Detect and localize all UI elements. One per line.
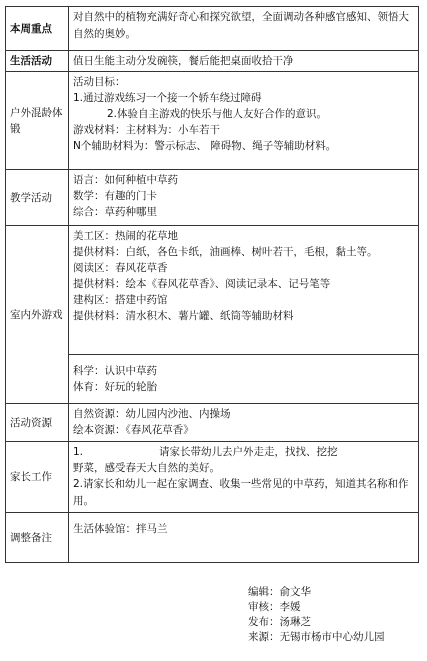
indoor-line: 美工区：热闹的花草地 <box>73 230 178 242</box>
source-credit: 来源：无锡市杨市中心幼儿园 <box>248 631 385 643</box>
reviewer-credit: 审核：李媛 <box>248 601 301 613</box>
row-label-focus: 本周重点 <box>6 7 69 51</box>
teaching-line: 语言：如何种植中草药 <box>73 174 178 186</box>
focus-text: 对自然中的植物充满好奇心和探究欲望，全面调动各种感官感知、领悟大自然的奥妙。 <box>73 11 409 40</box>
outdoor-line: 游戏材料：主材料为：小车若干 <box>73 124 220 136</box>
resources-line: 绘本资源：《春风花草香》 <box>73 424 194 436</box>
life-text: 值日生能主动分发碗筷，餐后能把桌面收拾干净 <box>73 55 294 67</box>
row-label-notes: 调整备注 <box>6 513 69 563</box>
row-resources <box>6 404 419 442</box>
credits <box>248 585 385 645</box>
row-focus <box>6 7 419 51</box>
teaching-line: 综合：草药种哪里 <box>73 206 157 218</box>
indoor-line: 体育：好玩的轮胎 <box>73 381 157 393</box>
parents-item1-cont: 野菜，感受春天大自然的美好。 <box>73 462 220 474</box>
notes-text: 生活体验馆：拌马兰 <box>73 523 168 535</box>
row-indoor <box>6 226 419 404</box>
parents-item2: 2.请家长和幼儿一起在家调查、收集一些常见的中草药，知道其名称和作用。 <box>73 478 409 507</box>
editor-credit: 编辑：俞文华 <box>248 586 311 598</box>
teaching-line: 数学：有趣的门卡 <box>73 190 157 202</box>
row-label-outdoor: 户外混龄体锻 <box>6 72 69 170</box>
indoor-line: 提供材料：绘本《春风花草香》、阅读记录本、记号笔等 <box>73 278 331 290</box>
row-label-resources: 活动资源 <box>6 404 69 442</box>
resources-line: 自然资源：幼儿园内沙池、内操场 <box>73 408 231 420</box>
outdoor-line: 活动目标： <box>73 76 126 88</box>
row-parents <box>6 442 419 513</box>
publisher-credit: 发布：汤琳芝 <box>248 616 311 628</box>
row-teaching <box>6 170 419 226</box>
outdoor-line: 1.通过游戏练习一个接一个轿车绕过障碍 <box>73 92 262 104</box>
outdoor-line: 2.体验自主游戏的快乐与他人友好合作的意识。 <box>107 108 328 120</box>
row-label-life: 生活活动 <box>6 51 69 72</box>
row-label-indoor: 室内外游戏 <box>6 226 69 404</box>
row-label-teaching: 教学活动 <box>6 170 69 226</box>
row-notes <box>6 513 419 563</box>
row-label-parents: 家长工作 <box>6 442 69 513</box>
indoor-line: 提供材料：白纸，各色卡纸，油画棒、树叶若干，毛根，黏土等。 <box>73 246 378 258</box>
outdoor-line: N个辅助材料为：警示标志、 障碍物、绳子等辅助材料。 <box>73 140 337 152</box>
indoor-line: 科学：认识中草药 <box>73 365 157 377</box>
indoor-line: 建构区：搭建中药馆 <box>73 294 168 306</box>
parents-item1-number: 1. <box>73 446 84 458</box>
indoor-line: 提供材料：清水积木、薯片罐、纸筒等辅助材料 <box>73 310 294 322</box>
parents-item1-text: 请家长带幼儿去户外走走，找找、挖挖 <box>159 446 338 458</box>
indoor-line: 阅读区：春风花草香 <box>73 262 168 274</box>
row-outdoor <box>6 72 419 170</box>
weekly-plan-table <box>5 6 419 563</box>
row-life <box>6 51 419 72</box>
